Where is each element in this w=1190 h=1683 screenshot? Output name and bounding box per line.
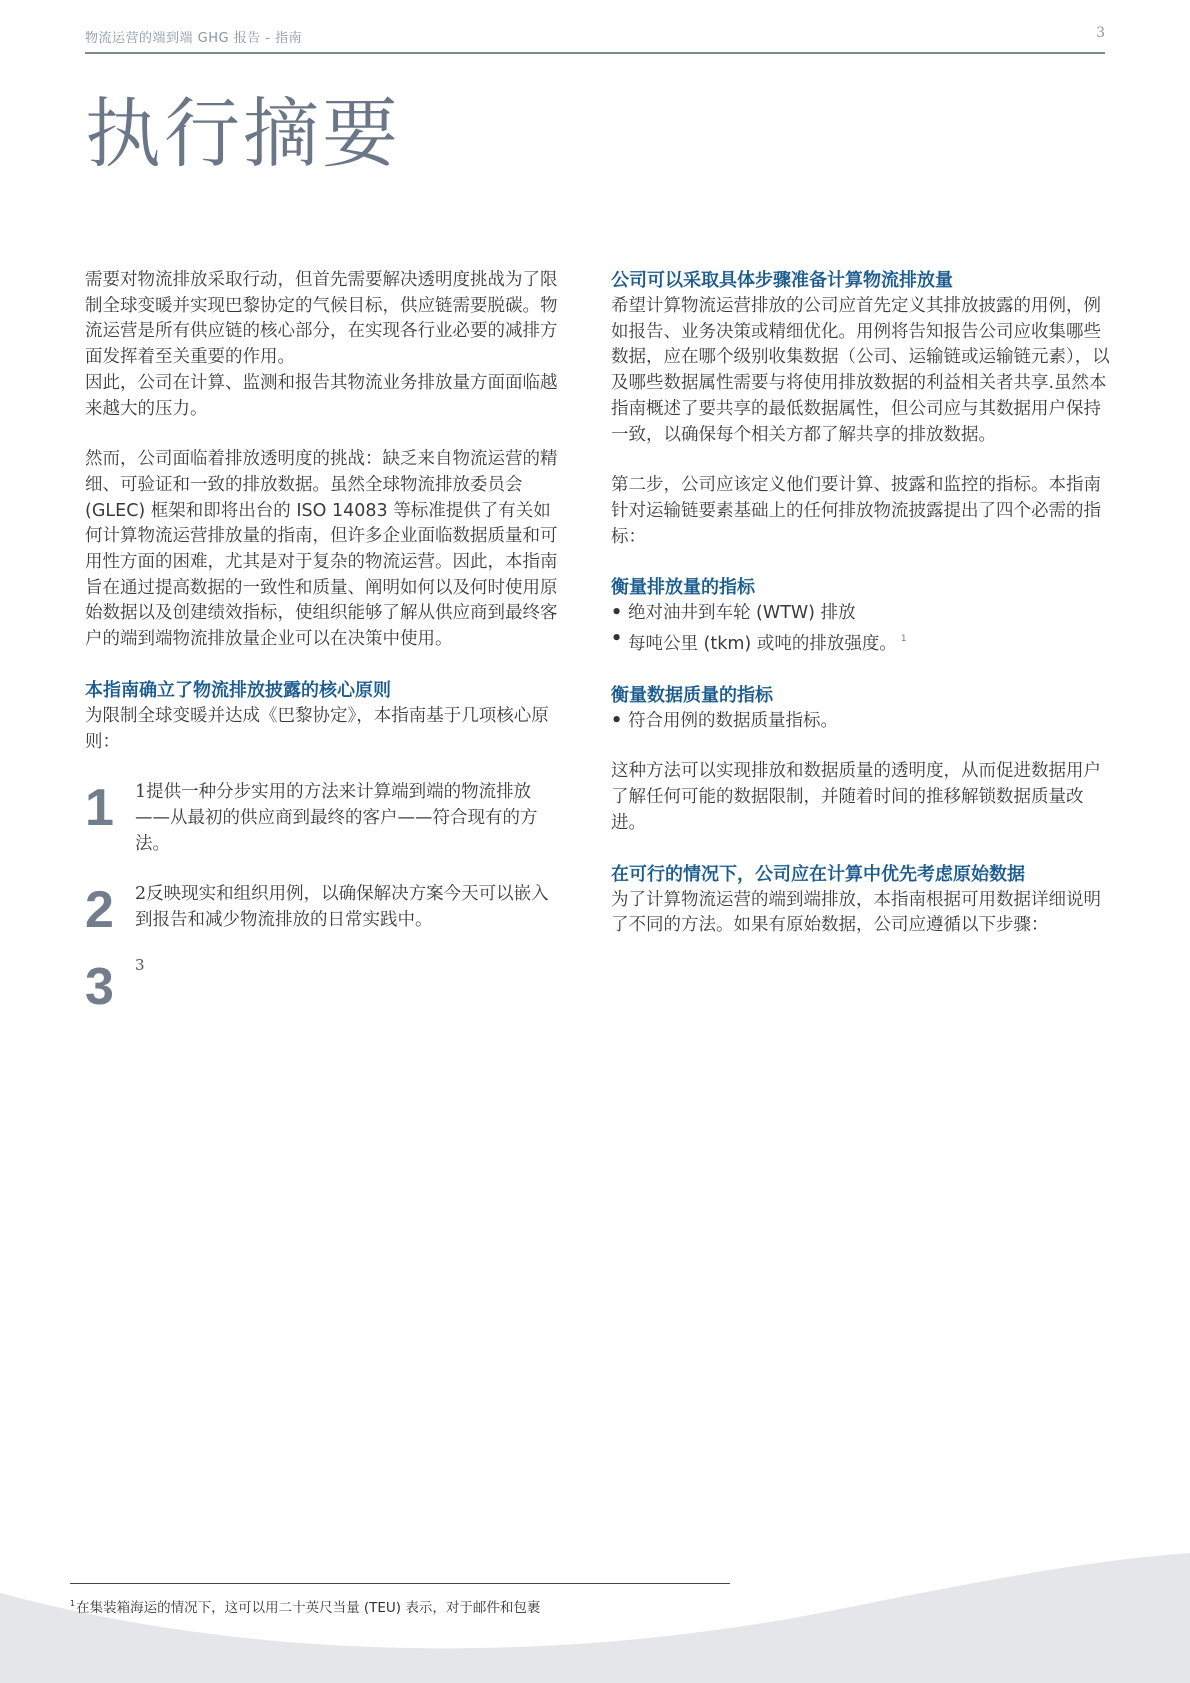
intro-paragraph-2: 因此，公司在计算、监测和报告其物流业务排放量方面面临越来越大的压力。 xyxy=(85,372,558,419)
list-item: • 符合用例的数据质量指标。 xyxy=(611,709,1111,735)
steps-heading: 公司可以采取具体步骤准备计算物流排放量 xyxy=(611,270,953,291)
left-column xyxy=(85,268,565,1017)
principle-number: 3 xyxy=(85,958,114,1017)
principles-heading: 本指南确立了物流排放披露的核心原则 xyxy=(85,679,391,701)
transparency-paragraph: 这种方法可以实现排放和数据质量的透明度，从而促进数据用户了解任何可能的数据限制，并随着时间的推移解锁数据质量改进。 xyxy=(611,761,1101,833)
emission-metrics-heading: 衡量排放量的指标 xyxy=(611,577,755,599)
principle-inline-number: 3 xyxy=(135,956,145,975)
intro-paragraph-1: 需要对物流排放采取行动，但首先需要解决透明度挑战为了限制全球变暖并实现巴黎协定的气候目标，供应链需要脱碳。物流运营是所有供应链的核心部分，在实现各行业必要的减排方面发挥着至关重要的作用。 xyxy=(85,270,558,368)
page-header xyxy=(85,24,1105,54)
page-title: 执行摘要 xyxy=(85,89,401,178)
footnote-text: 在集装箱海运的情况下，这可以用二十英尺当量 (TEU) 表示，对于邮件和包裹 xyxy=(76,1600,541,1616)
footnote xyxy=(70,1596,540,1616)
page-number: 3 xyxy=(1096,25,1105,41)
principle-text: 反映现实和组织用例，以确保解决方案今天可以嵌入到报告和减少物流排放的日常实践中。 xyxy=(135,884,549,931)
challenge-paragraph: 然而，公司面临着排放透明度的挑战：缺乏来自物流运营的精细、可验证和一致的排放数据。虽然全球物流排放委员会 (GLEC) 框架和即将出台的 ISO 14083 等标准提供了有关如何计算物流运营排放量的指南，但许多企业面临数据质量和可用性方面的困难，尤其是对于复杂的物流运营。因此，本指南旨在通过提高数据的一致性和质量、阐明如何以及何时使用原始数据以及创建绩效指标，使组织能够了解从供应商到最终客户的端到端物流排放量企业可以在决策中使用。 xyxy=(85,449,558,650)
principle-number: 1 xyxy=(85,779,114,838)
principle-text: 提供一种分步实用的方法来计算端到端的物流排放——从最初的供应商到最终的客户——符合现有的方法。 xyxy=(135,782,538,854)
primary-data-heading: 在可行的情况下，公司应在计算中优先考虑原始数据 xyxy=(611,863,1025,885)
primary-data-paragraph: 为了计算物流运营的端到端排放，本指南根据可用数据详细说明了不同的方法。如果有原始数据，公司应遵循以下步骤： xyxy=(611,889,1101,936)
principle-number: 2 xyxy=(85,881,114,940)
footnote-reference[interactable]: 1 xyxy=(900,634,907,645)
principles-intro: 为限制全球变暖并达成《巴黎协定》，本指南基于几项核心原则： xyxy=(85,705,549,752)
principle-item xyxy=(85,956,565,1017)
steps-paragraph-2: 第二步，公司应该定义他们要计算、披露和监控的指标。本指南针对运输链要素基础上的任何排放物流披露提出了四个必需的指标： xyxy=(611,475,1101,547)
principle-item xyxy=(85,780,565,857)
principle-item xyxy=(85,881,565,940)
quality-metrics-heading: 衡量数据质量的指标 xyxy=(611,684,773,706)
principle-inline-number: 2 xyxy=(135,884,147,905)
list-item: • 每吨公里 (tkm) 或吨的排放强度。 $^1$ xyxy=(611,627,1111,658)
footnote-marker: 1 xyxy=(70,1599,76,1608)
list-item: • 绝对油井到车轮 (WTW) 排放 xyxy=(611,601,1111,627)
steps-paragraph-1: 希望计算物流运营排放的公司应首先定义其排放披露的用例，例如报告、业务决策或精细优化。用例将告知报告公司应收集哪些数据，应在哪个级别收集数据（公司、运输链或运输链元素），以及哪些数据属性需要与将使用排放数据的利益相关者共享.虽然本指南概述了要共享的最低数据属性，但公司应与其数据用户保持一致，以确保每个相关方都了解共享的排放数据。 xyxy=(611,296,1110,445)
footnote-divider xyxy=(70,1583,730,1584)
document-title: 物流运营的端到端 GHG 报告 - 指南 xyxy=(85,31,303,46)
principle-inline-number: 1 xyxy=(135,782,147,803)
right-column xyxy=(611,268,1111,939)
